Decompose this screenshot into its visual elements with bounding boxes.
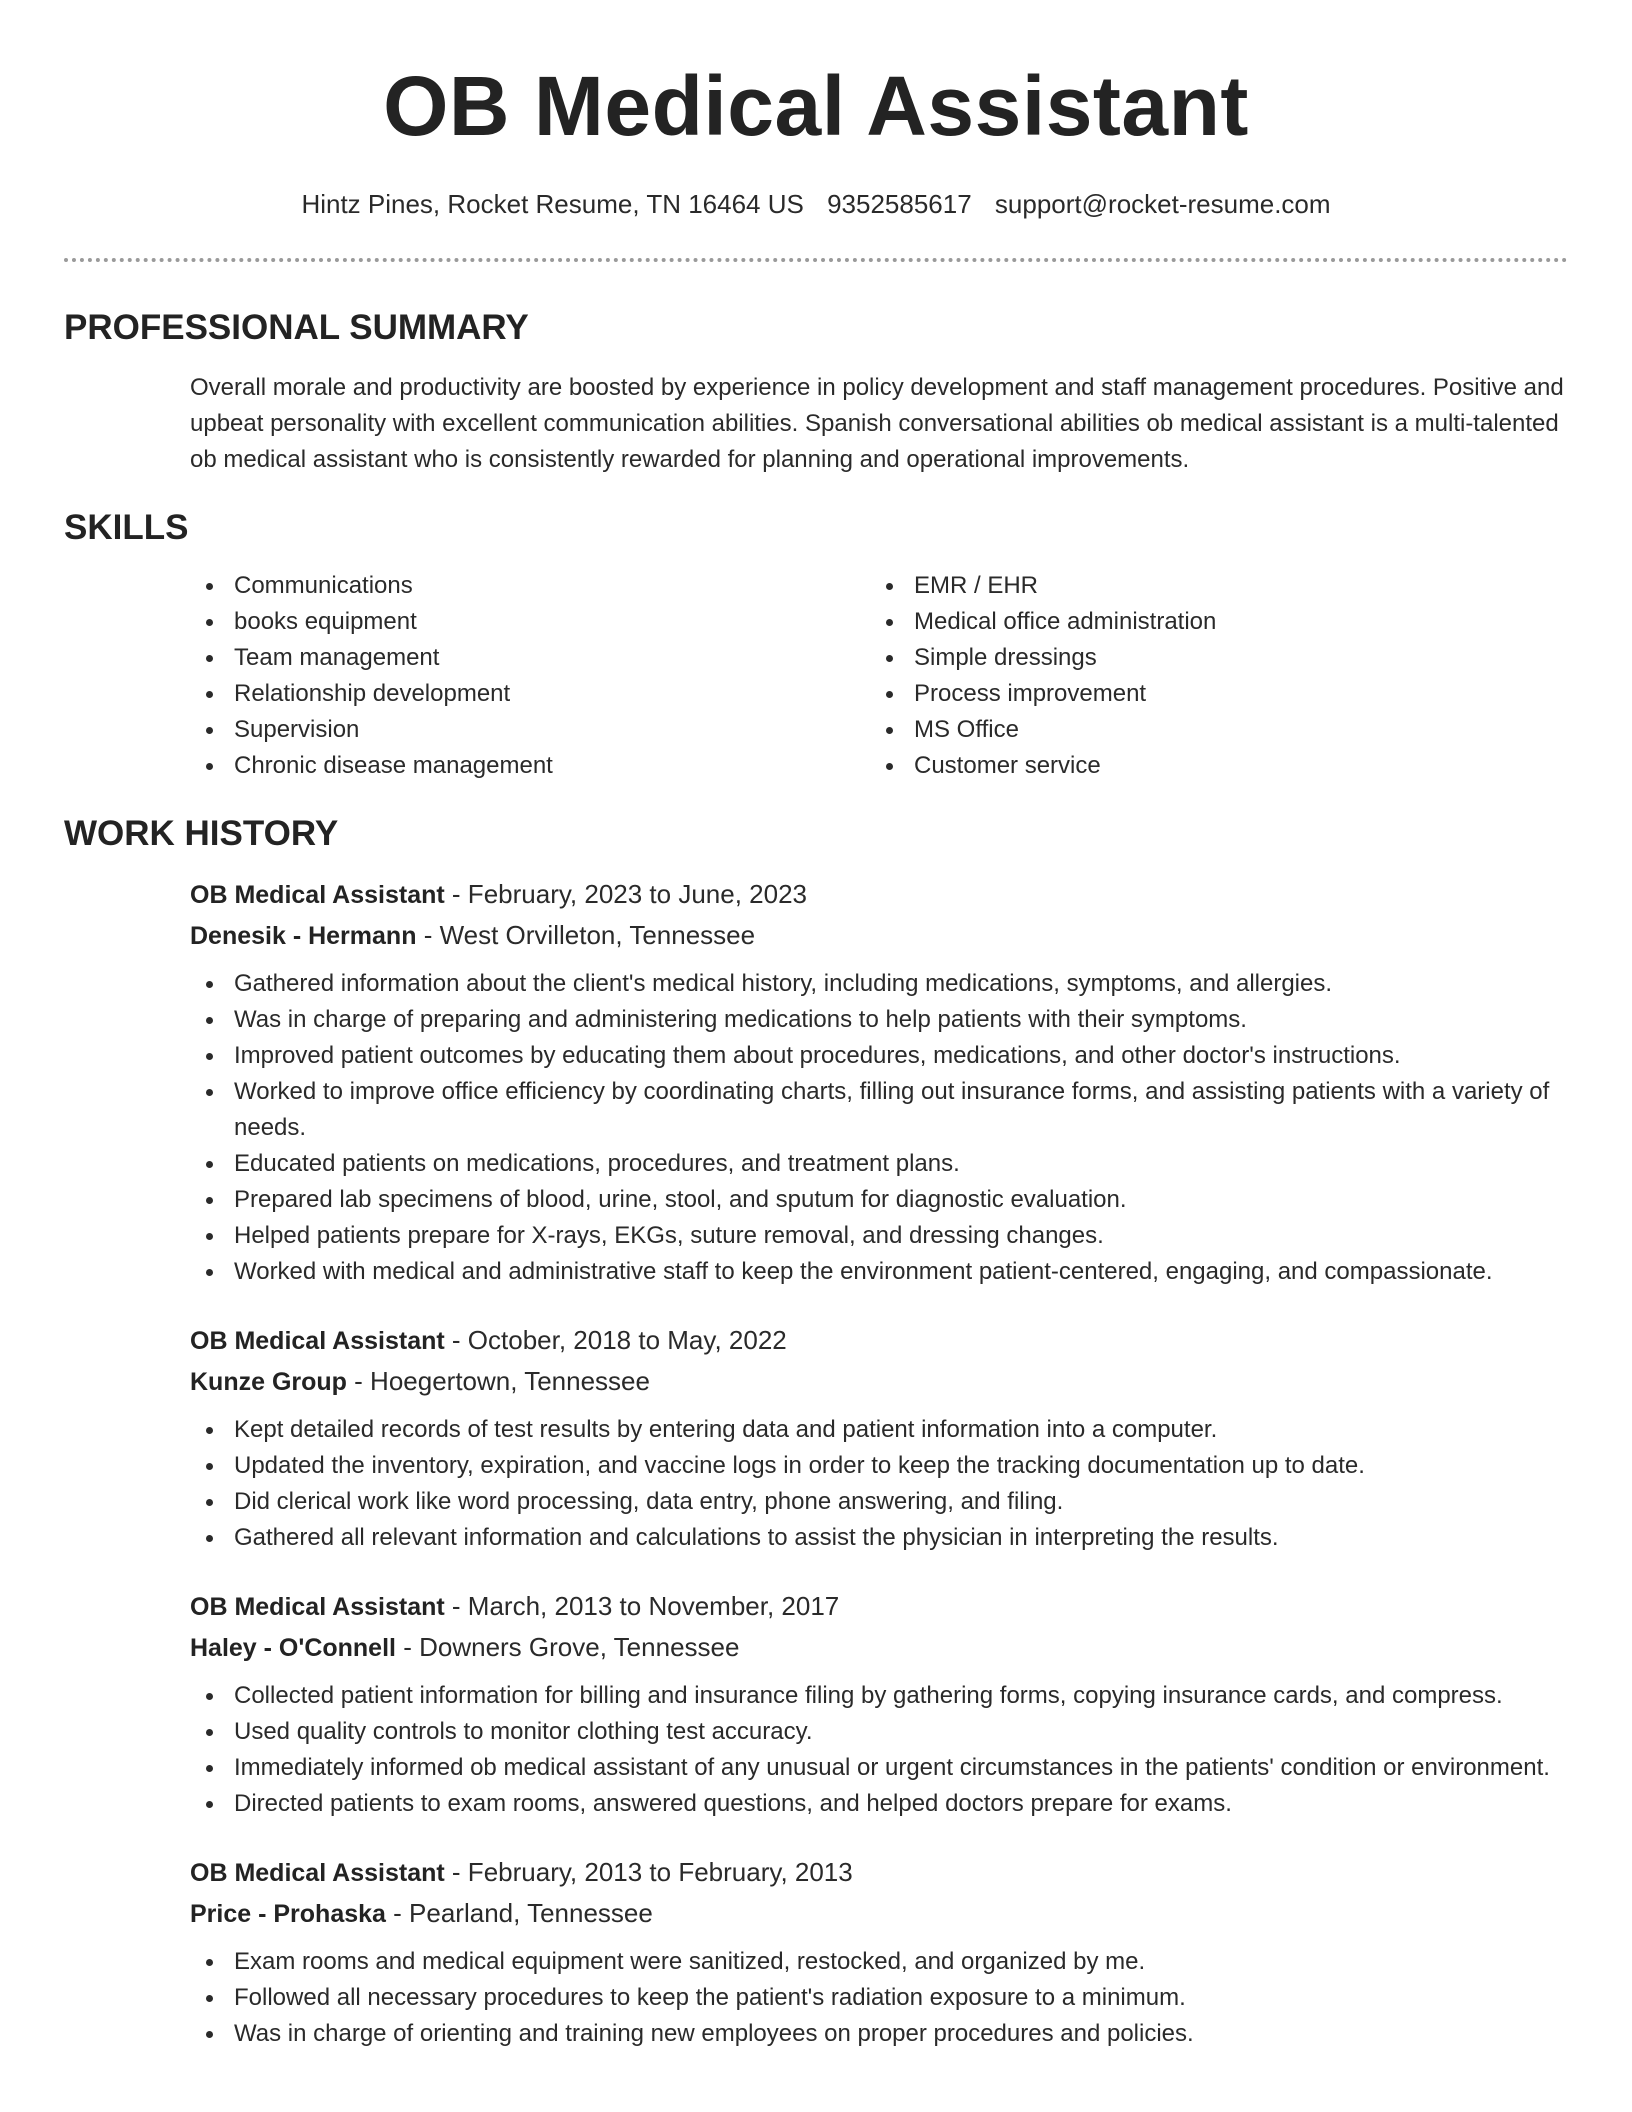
job-duty-item: Worked with medical and administrative staff to keep the environment patient-centered, engaging, and compassionate. [190,1254,1568,1290]
skills-column-left [190,568,870,784]
skill-item: Chronic disease management [190,748,870,784]
job-title-line [190,1586,1568,1627]
job-title-line [190,874,1568,915]
job-employer-line [190,1627,1568,1668]
skill-item: Communications [190,568,870,604]
job-employer: Haley - O'Connell [190,1634,396,1662]
contact-email: support@rocket-resume.com [994,189,1331,219]
job-duties [190,1678,1568,1822]
job-dates: - March, 2013 to November, 2017 [444,1591,840,1621]
job-employer-line [190,1361,1568,1402]
skill-item: Customer service [870,748,1550,784]
job-entry [190,1586,1568,1822]
job-location: - West Orvilleton, Tennessee [416,920,756,950]
job-duty-item: Did clerical work like word processing, data entry, phone answering, and filing. [190,1484,1568,1520]
contact-phone: 9352585617 [827,189,972,219]
job-role: OB Medical Assistant [190,1593,445,1621]
job-role: OB Medical Assistant [190,1327,445,1355]
skill-item: Supervision [190,712,870,748]
professional-summary-section [64,306,1568,478]
contact-address: Hintz Pines, Rocket Resume, TN 16464 US [301,189,804,219]
skill-item: Simple dressings [870,640,1550,676]
job-title-line [190,1852,1568,1893]
job-duty-item: Helped patients prepare for X-rays, EKGs, suture removal, and dressing changes. [190,1218,1568,1254]
job-duty-item: Educated patients on medications, procedures, and treatment plans. [190,1146,1568,1182]
job-duty-item: Was in charge of preparing and administering medications to help patients with their symptoms. [190,1002,1568,1038]
job-duty-item: Was in charge of orienting and training new employees on proper procedures and policies. [190,2016,1568,2052]
job-dates: - October, 2018 to May, 2022 [444,1325,787,1355]
job-employer-line [190,1893,1568,1934]
skill-item: Relationship development [190,676,870,712]
job-entry [190,1320,1568,1556]
job-location: - Pearland, Tennessee [385,1898,653,1928]
summary-heading: PROFESSIONAL SUMMARY [64,308,529,347]
job-duty-item: Gathered all relevant information and calculations to assist the physician in interpreting the results. [190,1520,1568,1556]
skill-item: MS Office [870,712,1550,748]
job-title-line [190,1320,1568,1361]
job-duty-item: Exam rooms and medical equipment were sanitized, restocked, and organized by me. [190,1944,1568,1980]
skill-item: Medical office administration [870,604,1550,640]
job-duty-item: Used quality controls to monitor clothing test accuracy. [190,1714,1568,1750]
job-duty-item: Prepared lab specimens of blood, urine, stool, and sputum for diagnostic evaluation. [190,1182,1568,1218]
candidate-name: OB Medical Assistant [383,59,1249,153]
skill-item: books equipment [190,604,870,640]
job-employer: Price - Prohaska [190,1900,386,1928]
job-duty-item: Directed patients to exam rooms, answered questions, and helped doctors prepare for exams. [190,1786,1568,1822]
job-entry [190,1852,1568,2052]
work-history-section [64,812,1568,2052]
contact-line [64,188,1568,220]
job-location: - Downers Grove, Tennessee [395,1632,740,1662]
job-employer: Kunze Group [190,1368,347,1396]
skills-heading: SKILLS [64,508,189,547]
job-employer: Denesik - Hermann [190,922,417,950]
job-duty-item: Gathered information about the client's medical history, including medications, symptoms, and allergies. [190,966,1568,1002]
job-duty-item: Followed all necessary procedures to keep the patient's radiation exposure to a minimum. [190,1980,1568,2016]
job-duty-item: Collected patient information for billing and insurance filing by gathering forms, copying insurance cards, and compress. [190,1678,1568,1714]
job-duties [190,1944,1568,2052]
skill-item: Team management [190,640,870,676]
work-history-heading: WORK HISTORY [64,814,339,853]
job-duty-item: Kept detailed records of test results by entering data and patient information into a computer. [190,1412,1568,1448]
job-duty-item: Worked to improve office efficiency by coordinating charts, filling out insurance forms, and assisting patients with a variety of needs. [190,1074,1568,1146]
job-duty-item: Updated the inventory, expiration, and vaccine logs in order to keep the tracking documentation up to date. [190,1448,1568,1484]
skills-grid [190,568,1568,784]
job-dates: - February, 2013 to February, 2013 [444,1857,853,1887]
skills-section [64,506,1568,784]
job-role: OB Medical Assistant [190,881,445,909]
skill-item: Process improvement [870,676,1550,712]
job-entry [190,874,1568,1290]
job-duty-item: Immediately informed ob medical assistant of any unusual or urgent circumstances in the patients' condition or environment. [190,1750,1568,1786]
summary-text: Overall morale and productivity are boosted by experience in policy development and staff management procedures. Positive and upbeat personality with excellent communication abilities. Spanish conversational abilities ob medical assistant is a multi-talented ob medical assistant who is consistently rewarded for planning and operational improvements. [190,374,1564,473]
job-duties [190,966,1568,1290]
job-location: - Hoegertown, Tennessee [346,1366,650,1396]
job-dates: - February, 2023 to June, 2023 [444,879,808,909]
job-role: OB Medical Assistant [190,1859,445,1887]
job-duty-item: Improved patient outcomes by educating them about procedures, medications, and other doctor's instructions. [190,1038,1568,1074]
skill-item: EMR / EHR [870,568,1550,604]
job-duties [190,1412,1568,1556]
job-employer-line [190,915,1568,956]
skills-column-right [870,568,1550,784]
resume-header [64,0,1568,262]
header-divider [64,258,1568,262]
